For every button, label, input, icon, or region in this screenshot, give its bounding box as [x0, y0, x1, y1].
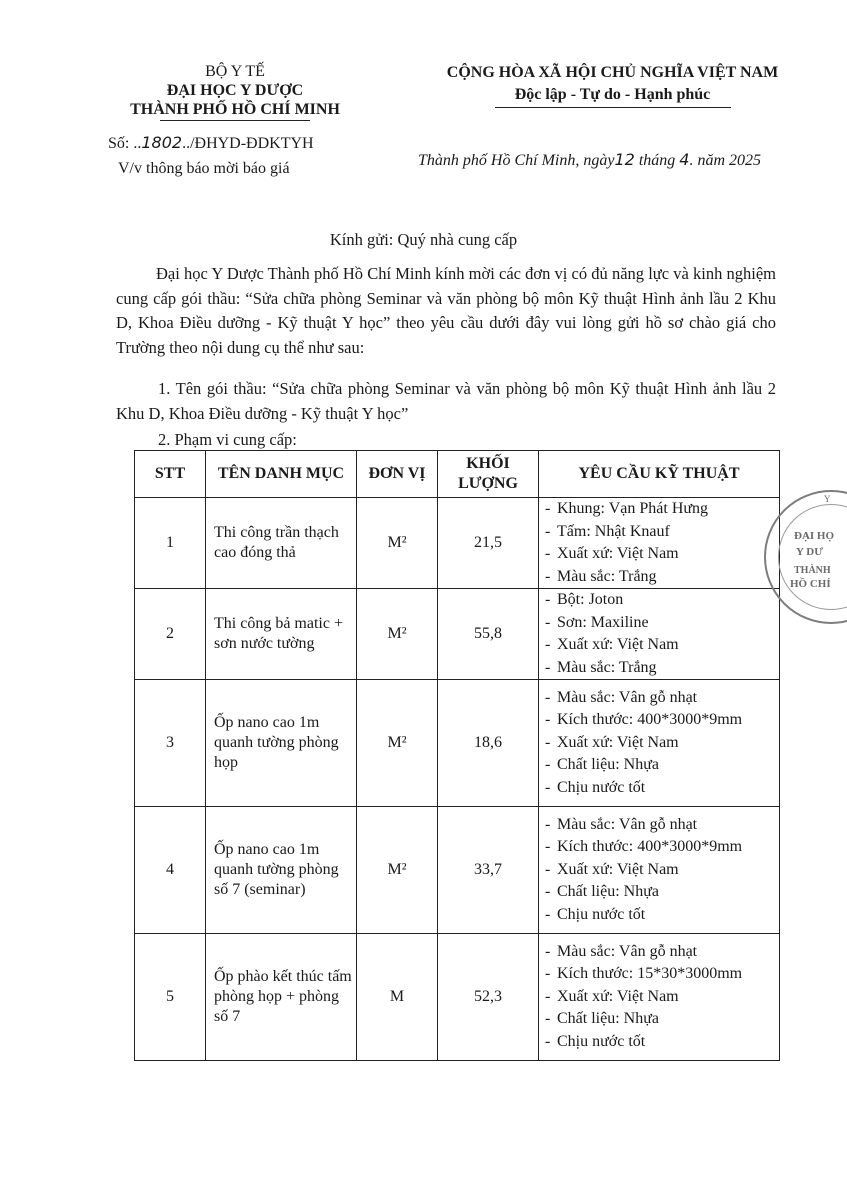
requirement-text: Xuất xứ: Việt Nam	[557, 733, 679, 751]
cell-qty: 21,5	[438, 498, 539, 589]
bullet-dash: -	[545, 942, 551, 960]
stamp-text: THÀNH	[794, 565, 831, 576]
cell-name: Ốp nano cao 1m quanh tường phòng số 7 (seminar)	[206, 807, 357, 934]
national-motto: Độc lập - Tự do - Hạnh phúc	[514, 86, 711, 103]
requirement-item	[545, 521, 779, 544]
requirement-item	[545, 612, 779, 635]
requirement-item	[545, 498, 779, 521]
requirement-item	[545, 836, 779, 859]
requirement-text: Xuất xứ: Việt Nam	[557, 987, 679, 1005]
requirement-item	[545, 1031, 779, 1054]
cell-unit: M²	[357, 498, 438, 589]
table-row	[135, 934, 780, 1061]
university-name-line2: THÀNH PHỐ HỒ CHÍ MINH	[130, 101, 340, 118]
item-scope-heading: 2. Phạm vi cung cấp:	[158, 430, 297, 449]
bullet-dash: -	[545, 658, 551, 676]
requirement-text: Xuất xứ: Việt Nam	[557, 545, 679, 562]
cell-requirements	[539, 680, 780, 807]
cell-name: Ốp phào kết thúc tấm phòng họp + phòng số 7	[206, 934, 357, 1061]
header-stt: STT	[135, 451, 206, 498]
bullet-dash: -	[545, 756, 551, 774]
requirement-text: Chất liệu: Nhựa	[557, 756, 659, 774]
date-day-handwritten: 12	[614, 150, 635, 169]
requirement-text: Tấm: Nhật Knauf	[557, 522, 670, 540]
requirement-item	[545, 777, 779, 800]
scope-table	[134, 450, 780, 1061]
issuer-block	[100, 62, 370, 121]
table-row	[135, 498, 780, 589]
table-header-row	[135, 451, 780, 498]
requirement-text: Màu sắc: Trắng	[557, 658, 657, 676]
cell-stt: 5	[135, 934, 206, 1061]
document-subject: V/v thông báo mời báo giá	[118, 160, 290, 177]
cell-unit: M²	[357, 589, 438, 680]
bullet-dash: -	[545, 733, 551, 751]
requirement-text: Xuất xứ: Việt Nam	[557, 860, 679, 878]
requirement-item	[545, 732, 779, 755]
requirement-item	[545, 986, 779, 1009]
bullet-dash: -	[545, 1010, 551, 1028]
bullet-dash: -	[545, 500, 551, 517]
requirement-text: Chịu nước tốt	[557, 1032, 646, 1050]
table-body	[135, 498, 780, 1061]
bullet-dash: -	[545, 815, 551, 833]
table-row	[135, 589, 780, 680]
cell-stt: 2	[135, 589, 206, 680]
requirement-text: Màu sắc: Vân gỗ nhạt	[557, 942, 698, 960]
intro-paragraph: Đại học Y Dược Thành phố Hồ Chí Minh kính mời các đơn vị có đủ năng lực và kinh nghiệm cung cấp gói thầu: “Sửa chữa phòng Seminar và văn phòng bộ môn Kỹ thuật Hình ảnh lầu 2 Khu D, Khoa Điều dưỡng - Kỹ thuật Y học” theo yêu cầu dưới đây vui lòng gửi hồ sơ chào giá cho Trường theo nội dung cụ thể như sau:	[116, 264, 776, 357]
requirement-item	[545, 904, 779, 927]
bullet-dash: -	[545, 567, 551, 585]
bullet-dash: -	[545, 1032, 551, 1050]
university-name-line1: ĐẠI HỌC Y DƯỢC	[166, 82, 304, 99]
cell-qty: 33,7	[438, 807, 539, 934]
date-month-handwritten: 4	[679, 150, 690, 169]
cell-name: Ốp nano cao 1m quanh tường phòng họp	[206, 680, 357, 807]
document-number: Số: ..1802../ĐHYD-ĐDKTYH	[108, 133, 314, 152]
cell-qty: 55,8	[438, 589, 539, 680]
requirement-text: Khung: Vạn Phát Hưng	[557, 500, 709, 517]
header-unit: ĐƠN VỊ	[357, 451, 438, 498]
bullet-dash: -	[545, 522, 551, 540]
requirement-text: Chất liệu: Nhựa	[557, 883, 659, 901]
bullet-dash: -	[545, 905, 551, 923]
cell-name: Thi công bả matic + sơn nước tường	[206, 589, 357, 680]
cell-requirements	[539, 807, 780, 934]
stamp-text: ĐẠI HỌ	[794, 530, 835, 542]
bullet-dash: -	[545, 883, 551, 901]
requirement-text: Bột: Joton	[557, 591, 624, 608]
requirement-text: Kích thước: 400*3000*9mm	[557, 711, 743, 729]
requirement-item	[545, 687, 779, 710]
bullet-dash: -	[545, 591, 551, 608]
bullet-dash: -	[545, 636, 551, 653]
bullet-dash: -	[545, 688, 551, 706]
requirement-text: Màu sắc: Trắng	[557, 567, 657, 585]
cell-stt: 4	[135, 807, 206, 934]
cell-unit: M	[357, 934, 438, 1061]
requirement-text: Chịu nước tốt	[557, 905, 646, 923]
table-row	[135, 807, 780, 934]
requirement-item	[545, 634, 779, 657]
bullet-dash: -	[545, 987, 551, 1005]
requirement-item	[545, 589, 779, 612]
header-qty: KHỐI LƯỢNG	[438, 451, 539, 498]
motto-underline	[495, 107, 731, 108]
bullet-dash: -	[545, 860, 551, 878]
item-package-name: 1. Tên gói thầu: “Sửa chữa phòng Seminar và văn phòng bộ môn Kỹ thuật Hình ảnh lầu 2 Khu D, Khoa Điều dưỡng - Kỹ thuật Y học”	[116, 379, 776, 423]
bullet-dash: -	[545, 711, 551, 729]
requirement-item	[545, 709, 779, 732]
stamp-text: HỒ CHÍ	[790, 578, 831, 590]
requirement-item	[545, 1008, 779, 1031]
table-row	[135, 680, 780, 807]
requirement-item	[545, 543, 779, 566]
requirement-item	[545, 754, 779, 777]
document-date: Thành phố Hồ Chí Minh, ngày12 tháng 4. năm 2025	[418, 150, 762, 169]
requirement-text: Màu sắc: Vân gỗ nhạt	[557, 688, 698, 706]
requirement-text: Kích thước: 15*30*3000mm	[557, 965, 743, 983]
requirement-text: Chất liệu: Nhựa	[557, 1010, 659, 1028]
cell-stt: 3	[135, 680, 206, 807]
requirement-text: Chịu nước tốt	[557, 778, 646, 796]
bullet-dash: -	[545, 545, 551, 562]
cell-requirements	[539, 589, 780, 680]
cell-unit: M²	[357, 807, 438, 934]
bullet-dash: -	[545, 778, 551, 796]
document-number-handwritten: 1802	[141, 133, 183, 152]
requirement-text: Màu sắc: Vân gỗ nhạt	[557, 815, 698, 833]
cell-requirements	[539, 934, 780, 1061]
requirement-item	[545, 963, 779, 986]
cell-name: Thi công trần thạch cao đóng thả	[206, 498, 357, 589]
header-name: TÊN DANH MỤC	[206, 451, 357, 498]
stamp-text: Y	[824, 494, 831, 504]
requirement-item	[545, 814, 779, 837]
requirement-text: Xuất xứ: Việt Nam	[557, 636, 679, 653]
requirement-item	[545, 657, 779, 680]
requirement-item	[545, 859, 779, 882]
header-requirements: YÊU CẦU KỸ THUẬT	[539, 451, 780, 498]
nation-name: CỘNG HÒA XÃ HỘI CHỦ NGHĨA VIỆT NAM	[446, 64, 779, 81]
bullet-dash: -	[545, 965, 551, 983]
bullet-dash: -	[545, 838, 551, 856]
requirement-item	[545, 881, 779, 904]
cell-unit: M²	[357, 680, 438, 807]
ministry-name: BỘ Y TẾ	[205, 63, 265, 80]
salutation: Kính gửi: Quý nhà cung cấp	[329, 230, 518, 249]
bullet-dash: -	[545, 613, 551, 631]
stamp-text: Y DƯ	[796, 546, 823, 558]
requirement-item	[545, 941, 779, 964]
cell-requirements	[539, 498, 780, 589]
cell-qty: 18,6	[438, 680, 539, 807]
issuer-underline	[160, 120, 310, 121]
cell-qty: 52,3	[438, 934, 539, 1061]
requirement-text: Sơn: Maxiline	[557, 613, 649, 631]
national-header	[420, 62, 805, 108]
cell-stt: 1	[135, 498, 206, 589]
requirement-item	[545, 566, 779, 589]
requirement-text: Kích thước: 400*3000*9mm	[557, 838, 743, 856]
